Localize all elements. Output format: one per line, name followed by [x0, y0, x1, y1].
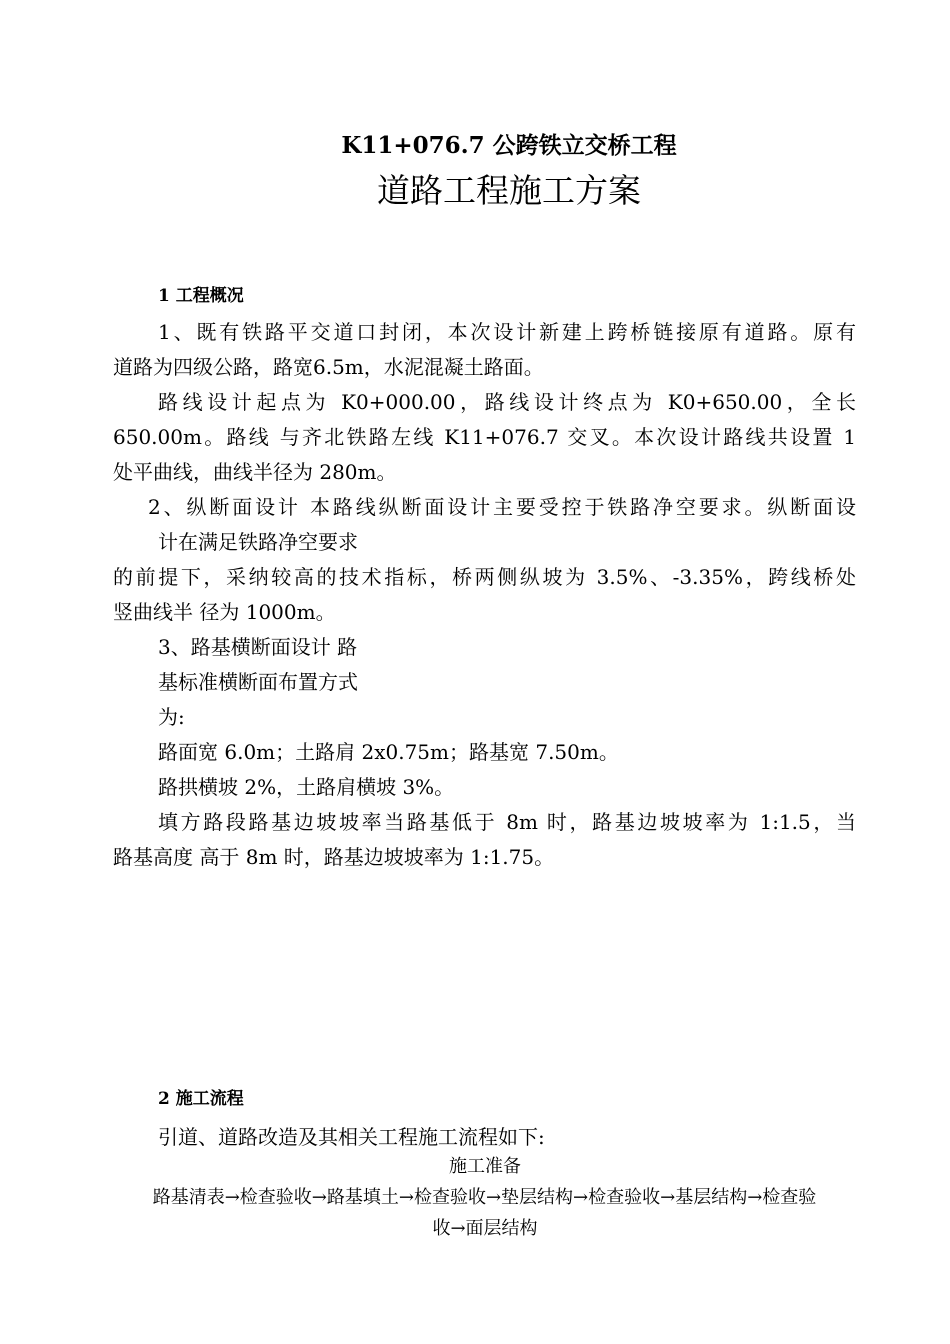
flow-step-start: 施工准备: [449, 1156, 521, 1177]
paragraph-line: 基标准横断面布置方式: [158, 670, 358, 694]
paragraph-line: 路基高度 高于 8m 时，路基边坡坡率为 1:1.75。: [113, 845, 555, 869]
flow-sequence-line: 收→面层结构: [432, 1218, 538, 1239]
paragraph-line: 处平曲线，曲线半径为 280m。: [113, 460, 397, 484]
section-2-heading: 2 施工流程: [158, 1089, 244, 1109]
section-1-heading: 1 工程概况: [158, 286, 244, 306]
paragraph-line: 竖曲线半 径为 1000m。: [113, 600, 336, 624]
paragraph-line: 3、路基横断面设计 路: [158, 635, 358, 659]
paragraph-line: 的前提下，采纳较高的技术指标，桥两侧纵坡为 3.5%、-3.35%，跨线桥处: [113, 565, 856, 589]
paragraph-line: 路拱横坡 2%，土路肩横坡 3%。: [158, 775, 455, 799]
paragraph-line: 填方路段路基边坡坡率当路基低于 8m 时，路基边坡坡率为 1:1.5，当: [158, 810, 856, 834]
paragraph-line: 为:: [158, 705, 185, 729]
paragraph-line: 路线设计起点为 K0+000.00，路线设计终点为 K0+650.00，全长: [158, 390, 856, 414]
document-title-project: K11+076.7 公跨铁立交桥工程: [341, 132, 677, 159]
flow-sequence-line: 路基清表→检查验收→路基填土→检查验收→垫层结构→检查验收→基层结构→检查验: [152, 1187, 817, 1208]
paragraph-line: 2、纵断面设计 本路线纵断面设计主要受控于铁路净空要求。纵断面设: [148, 495, 856, 519]
paragraph-line: 650.00m。路线 与齐北铁路左线 K11+076.7 交叉。本次设计路线共设置 1: [113, 425, 856, 449]
paragraph-line: 1、既有铁路平交道口封闭，本次设计新建上跨桥链接原有道路。原有: [158, 320, 856, 344]
paragraph-line: 计在满足铁路净空要求: [158, 530, 358, 554]
paragraph-line: 路面宽 6.0m；土路肩 2x0.75m；路基宽 7.50m。: [158, 740, 619, 764]
paragraph-line: 道路为四级公路，路宽6.5m，水泥混凝土路面。: [113, 355, 544, 379]
paragraph-line: 引道、道路改造及其相关工程施工流程如下:: [158, 1125, 545, 1149]
document-title-main: 道路工程施工方案: [377, 171, 641, 210]
